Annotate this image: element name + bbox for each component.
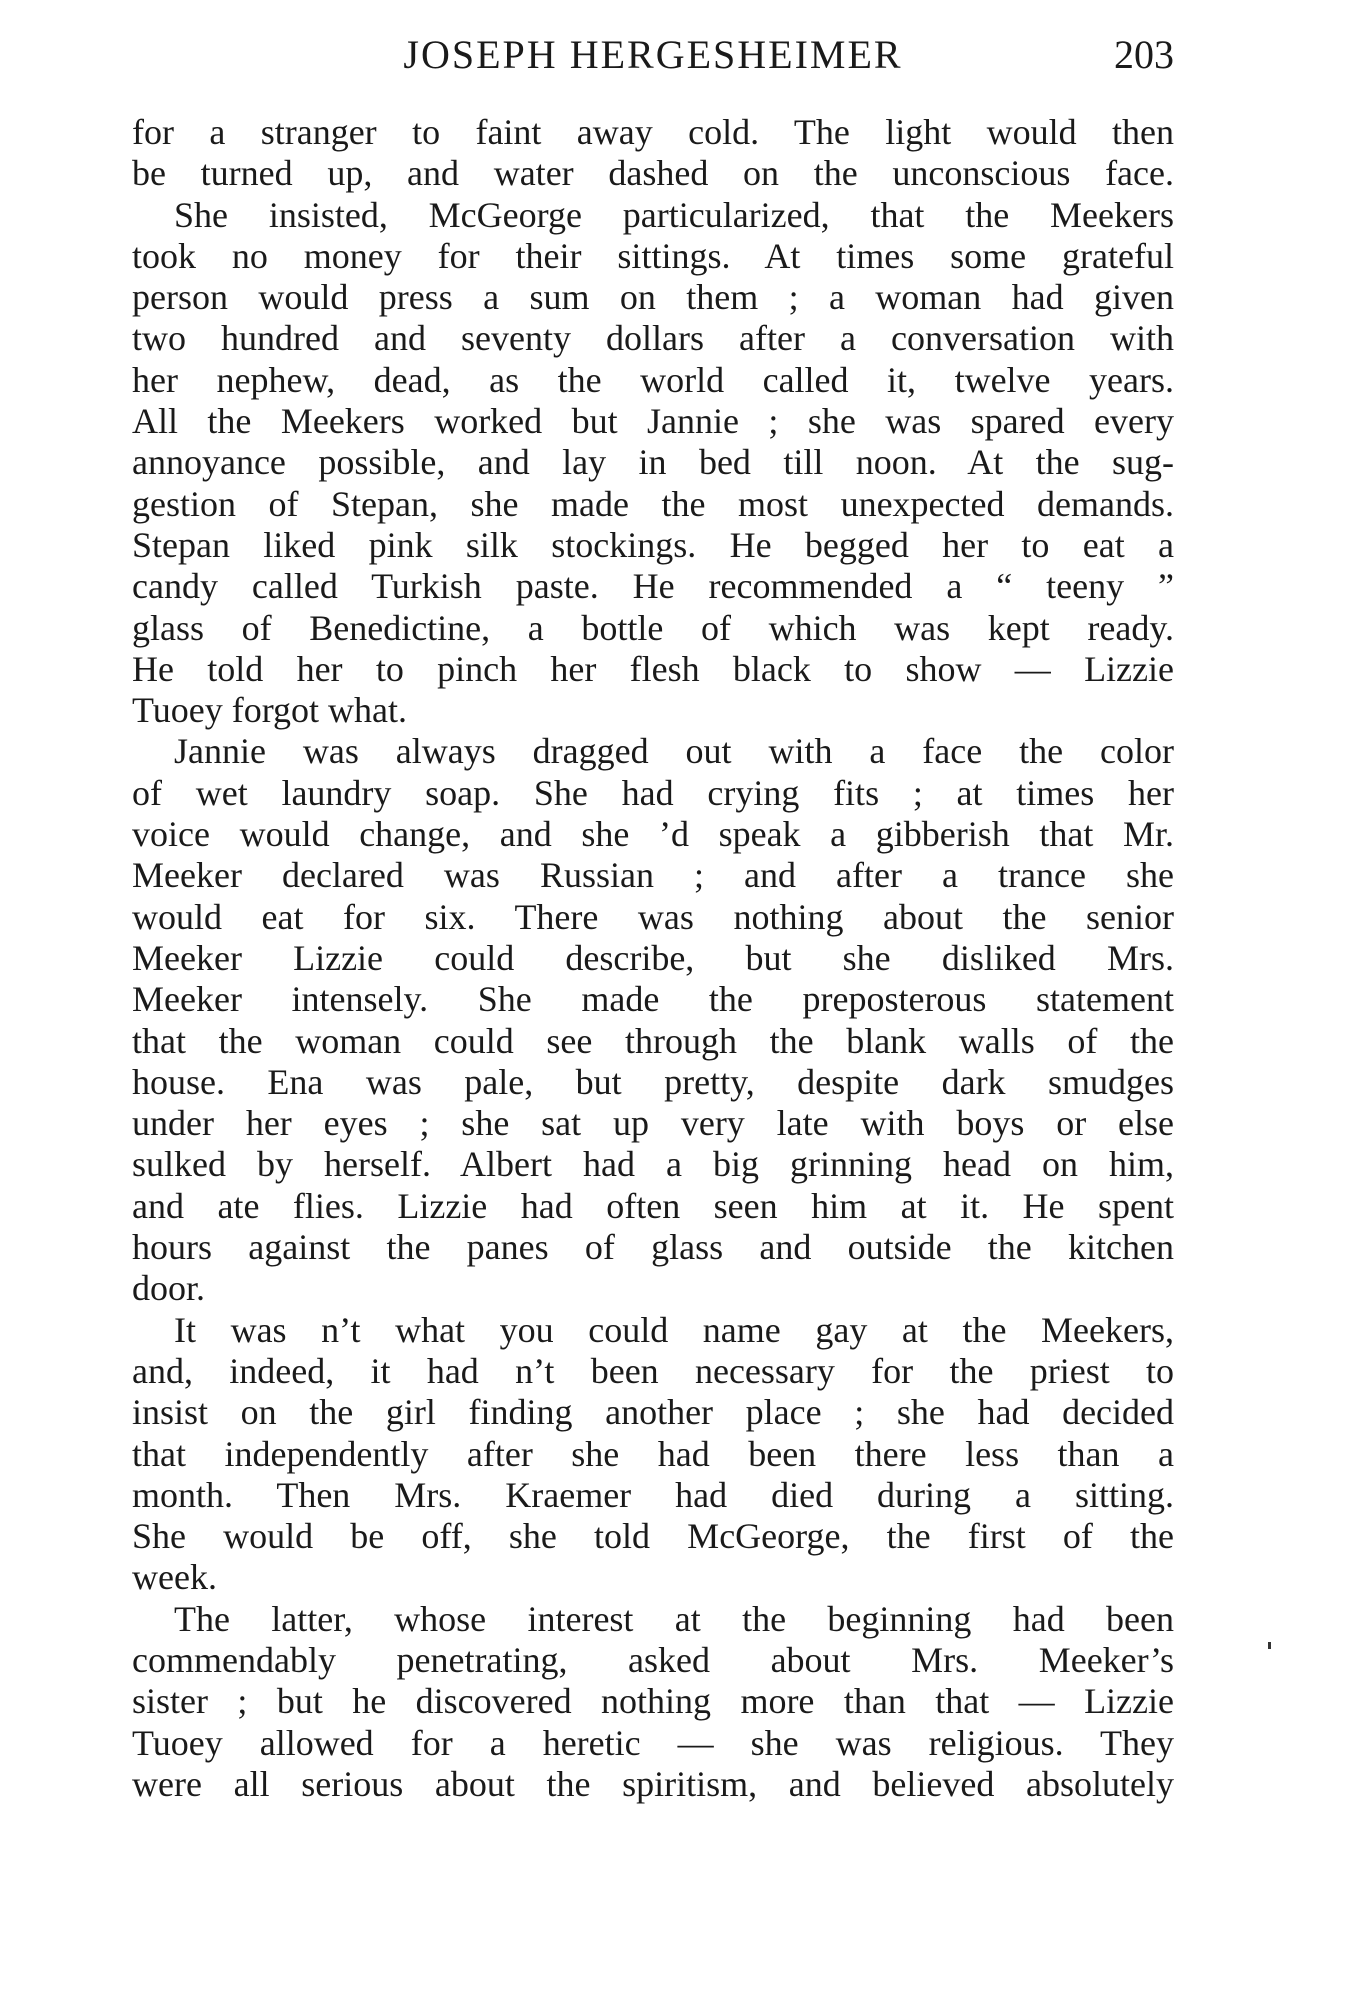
text-line: glass of Benedictine, a bottle of which was kept ready. (132, 607, 1174, 648)
text-line: Meeker intensely. She made the preposterous statement (132, 979, 1174, 1020)
text-line: were all serious about the spiritism, and believed absolutely (132, 1763, 1174, 1804)
paragraph-end-line: Tuoey forgot what. (132, 690, 408, 731)
running-title: JOSEPH HERGESHEIMER (403, 32, 903, 77)
ink-speck (1268, 1642, 1271, 1649)
text-line: She would be off, she told McGeorge, the first of the (132, 1516, 1174, 1557)
text-line: Stepan liked pink silk stockings. He begged her to eat a (132, 524, 1174, 565)
text-line: and, indeed, it had n’t been necessary for the priest to (132, 1350, 1174, 1391)
text-line: commendably penetrating, asked about Mrs. Meeker’s (132, 1639, 1174, 1680)
text-line: and ate flies. Lizzie had often seen him at it. He spent (132, 1185, 1174, 1226)
paragraph-start-line: It was n’t what you could name gay at the Meekers, (174, 1309, 1174, 1350)
text-line: two hundred and seventy dollars after a conversation with (132, 318, 1174, 359)
running-head (132, 30, 1174, 80)
text-line: All the Meekers worked but Jannie ; she was spared every (132, 401, 1174, 442)
text-line: voice would change, and she ’d speak a gibberish that Mr. (132, 814, 1174, 855)
text-line: under her eyes ; she sat up very late with boys or else (132, 1103, 1174, 1144)
text-line: her nephew, dead, as the world called it, twelve years. (132, 359, 1174, 400)
text-line: be turned up, and water dashed on the unconscious face. (132, 153, 1174, 194)
text-line: would eat for six. There was nothing about the senior (132, 896, 1174, 937)
text-line: He told her to pinch her flesh black to show — Lizzie (132, 648, 1174, 689)
text-line: Tuoey allowed for a heretic — she was religious. They (132, 1722, 1174, 1763)
text-line: candy called Turkish paste. He recommended a “ teeny ” (132, 566, 1174, 607)
paragraph-end-line: week. (132, 1557, 217, 1598)
text-line: house. Ena was pale, but pretty, despite dark smudges (132, 1061, 1174, 1102)
text-line: person would press a sum on them ; a woman had given (132, 277, 1174, 318)
text-line: of wet laundry soap. She had crying fits ; at times her (132, 772, 1174, 813)
paragraph-start-line: The latter, whose interest at the beginning had been (174, 1598, 1174, 1639)
text-line: sister ; but he discovered nothing more than that — Lizzie (132, 1681, 1174, 1722)
text-line: that independently after she had been there less than a (132, 1433, 1174, 1474)
text-line: annoyance possible, and lay in bed till noon. At the sug- (132, 442, 1174, 483)
text-line: Meeker Lizzie could describe, but she disliked Mrs. (132, 937, 1174, 978)
text-line: gestion of Stepan, she made the most unexpected demands. (132, 483, 1174, 524)
paragraph-start-line: She insisted, McGeorge particularized, that the Meekers (174, 194, 1174, 235)
text-line: that the woman could see through the blank walls of the (132, 1020, 1174, 1061)
paragraph-end-line: door. (132, 1268, 206, 1309)
body-text (132, 112, 1174, 1805)
text-line: month. Then Mrs. Kraemer had died during a sitting. (132, 1474, 1174, 1515)
text-line: insist on the girl finding another place ; she had decided (132, 1392, 1174, 1433)
text-line: Meeker declared was Russian ; and after a trance she (132, 855, 1174, 896)
page-number: 203 (1114, 32, 1174, 77)
text-line: for a stranger to faint away cold. The light would then (132, 112, 1174, 152)
text-line: took no money for their sittings. At times some grateful (132, 235, 1174, 276)
paragraph-start-line: Jannie was always dragged out with a face the color (174, 731, 1174, 772)
text-line: hours against the panes of glass and outside the kitchen (132, 1227, 1174, 1268)
text-line: sulked by herself. Albert had a big grinning head on him, (132, 1144, 1174, 1185)
